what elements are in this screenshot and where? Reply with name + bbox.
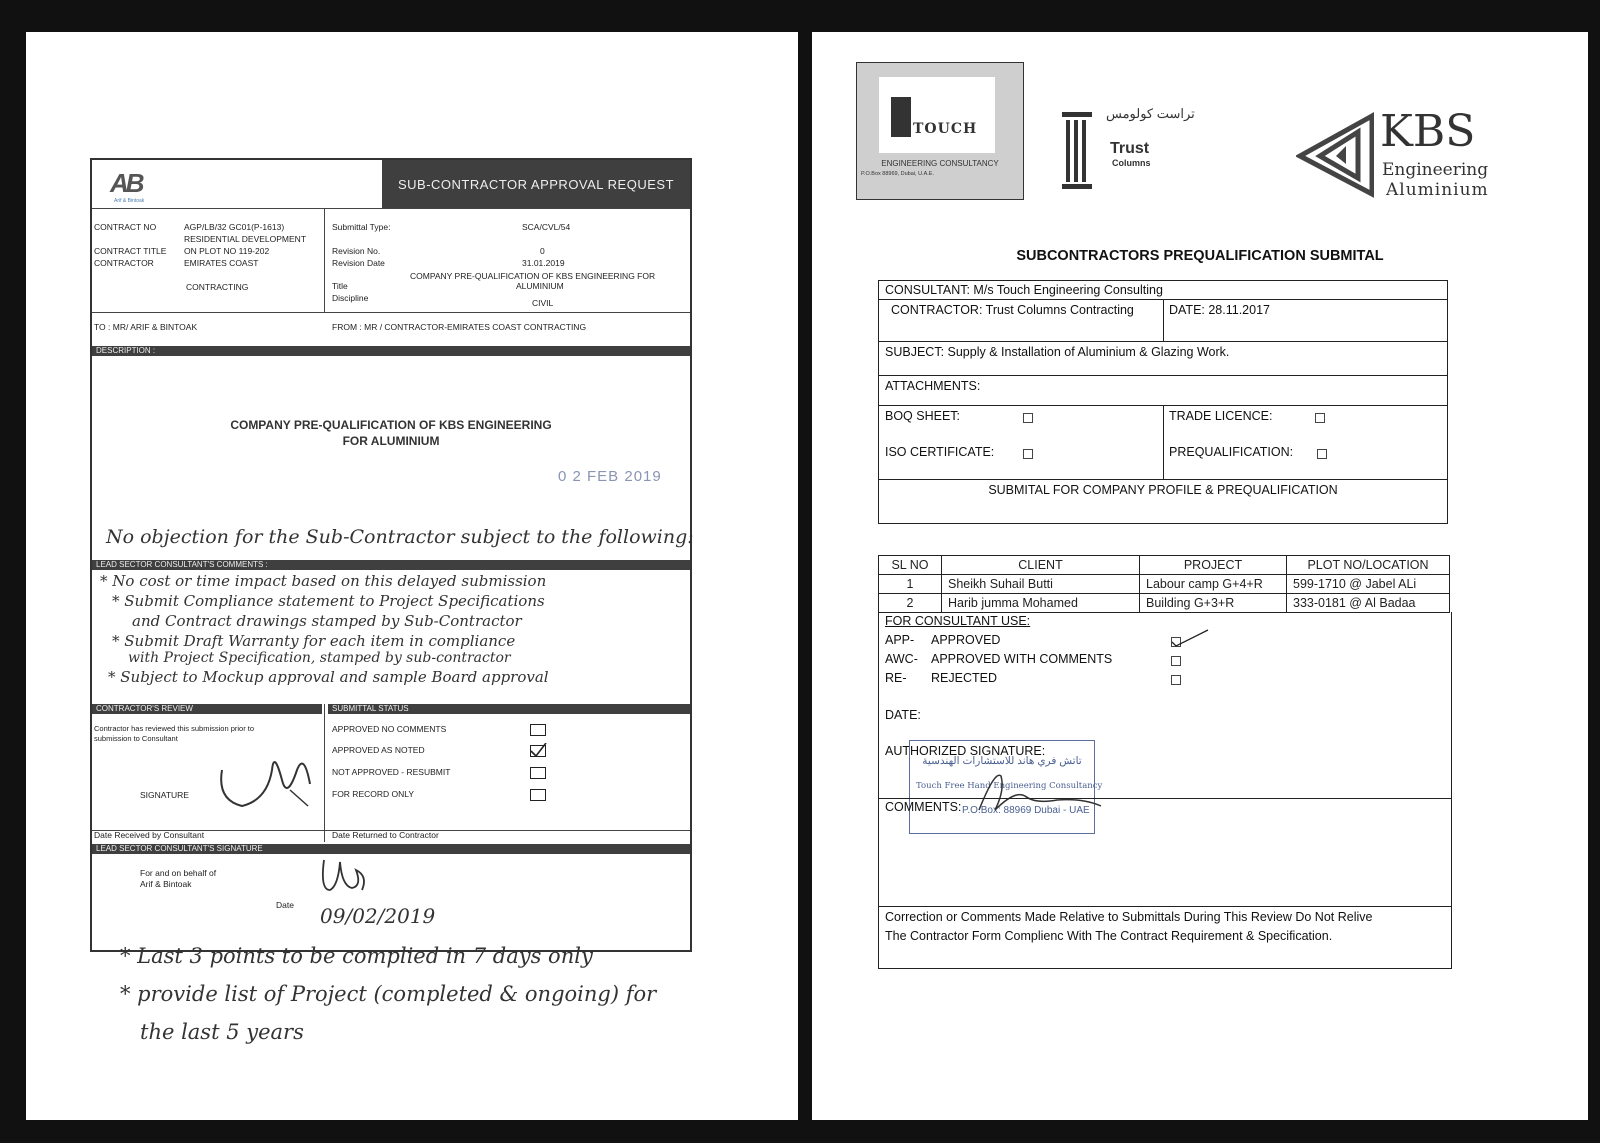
contract-no-value: AGP/LB/32 GC01(P-1613): [184, 222, 285, 232]
attachments-label: ATTACHMENTS:: [885, 379, 981, 393]
trade-licence-label: TRADE LICENCE:: [1169, 409, 1273, 423]
comments-band: LEAD SECTOR CONSULTANT'S COMMENTS :: [92, 560, 690, 570]
title-value-1: COMPANY PRE-QUALIFICATION OF KBS ENGINEERING FOR: [410, 271, 656, 281]
date-received-label: Date Received by Consultant: [94, 830, 205, 840]
header-project: PROJECT: [1140, 556, 1287, 575]
received-date-stamp: 0 2 FEB 2019: [558, 468, 662, 485]
header-client: CLIENT: [942, 556, 1140, 575]
header-sl-no: SL NO: [879, 556, 942, 575]
contract-no-label: CONTRACT NO: [94, 222, 157, 232]
description-line-1: COMPANY PRE-QUALIFICATION OF KBS ENGINEERING: [230, 418, 552, 432]
status-option-4: FOR RECORD ONLY: [332, 789, 415, 799]
re-text: REJECTED: [931, 671, 997, 685]
prequal-label: PREQUALIFICATION:: [1169, 445, 1294, 459]
awc-checkbox[interactable]: [1171, 656, 1181, 666]
status-option-3: NOT APPROVED - RESUBMIT: [332, 767, 451, 777]
status-checkbox-4[interactable]: [530, 789, 546, 801]
discipline-value: CIVIL: [532, 298, 554, 308]
description-line-2: FOR ALUMINIUM: [342, 434, 440, 448]
discipline-label: Discipline: [332, 293, 369, 303]
submittal-status-band: SUBMITTAL STATUS: [328, 704, 690, 714]
footer-line-1: Correction or Comments Made Relative to Submittals During This Review Do Not Relive: [885, 910, 1373, 924]
consultant-use-label: FOR CONSULTANT USE:: [885, 614, 1031, 628]
sub-contractor-approval-form: [90, 158, 692, 952]
approved-checkbox[interactable]: [1171, 637, 1181, 647]
authorized-signature: [965, 760, 1105, 820]
handwritten-comment-6: * Subject to Mockup approval and sample Board approval: [108, 668, 549, 686]
table-row: 2 Harib jumma Mohamed Building G+3+R 333-0181 @ Al Badaa: [879, 594, 1450, 613]
handwritten-comment-5: with Project Specification, stamped by sub-contractor: [128, 650, 511, 666]
contractor-review-text-2: submission to Consultant: [94, 734, 178, 743]
lead-signature-band: LEAD SECTOR CONSULTANT'S SIGNATURE: [92, 844, 690, 854]
app-code: APP-: [885, 633, 915, 647]
contractor-review-text-1: Contractor has reviewed this submission prior to: [94, 724, 255, 733]
check-mark-icon: [1170, 628, 1210, 648]
table-row: 1 Sheikh Suhail Butti Labour camp G+4+R 599-1710 @ Jabel ALi: [879, 575, 1450, 594]
contractor-signature: [212, 740, 322, 820]
revision-no-value: 0: [540, 246, 545, 256]
re-code: RE-: [885, 671, 907, 685]
status-checkbox-1[interactable]: [530, 724, 546, 736]
status-checkbox-2[interactable]: [530, 745, 546, 757]
form-title: SUBCONTRACTORS PREQUALIFICATION SUBMITAL: [1016, 248, 1384, 264]
iso-checkbox[interactable]: [1023, 449, 1033, 459]
submittal-type-value: SCA/CVL/54: [522, 222, 571, 232]
handwritten-comment-2: * Submit Compliance statement to Project Specifications: [112, 592, 545, 610]
contractor-value-1: EMIRATES COAST: [184, 258, 259, 268]
ab-logo: AB Arif & Bintoak: [110, 168, 145, 204]
form-header-title: SUB-CONTRACTOR APPROVAL REQUEST: [382, 160, 690, 208]
date-field: DATE: 28.11.2017: [1169, 303, 1270, 317]
iso-label: ISO CERTIFICATE:: [885, 445, 995, 459]
kbs-triangle-icon: [1296, 112, 1374, 198]
rejected-checkbox[interactable]: [1171, 675, 1181, 685]
awc-code: AWC-: [885, 652, 918, 666]
left-page: [26, 32, 798, 1120]
title-value-2: ALUMINIUM: [516, 281, 564, 291]
handwritten-comment-4: * Submit Draft Warranty for each item in compliance: [112, 632, 516, 650]
date-label: DATE:: [885, 708, 921, 722]
handwritten-note-2: * provide list of Project (completed & ongoing) for: [120, 982, 657, 1006]
client-projects-table: [878, 555, 1450, 613]
from-field: FROM : MR / CONTRACTOR-EMIRATES COAST CONTRACTING: [332, 322, 587, 332]
contract-title-value-1: RESIDENTIAL DEVELOPMENT: [184, 234, 307, 244]
trade-licence-checkbox[interactable]: [1315, 413, 1325, 423]
consultant-signature: [318, 856, 378, 896]
signature-label: SIGNATURE: [140, 790, 189, 800]
awc-text: APPROVED WITH COMMENTS: [931, 652, 1113, 666]
handwritten-intro: No objection for the Sub-Contractor subject to the following:: [106, 526, 694, 548]
date-label: Date: [276, 900, 294, 910]
table-header-row: [879, 556, 1450, 575]
kbs-logo: KBS Engineering Aluminium: [1296, 112, 1506, 202]
contractor-review-band: CONTRACTOR'S REVIEW: [92, 704, 322, 714]
status-checkbox-3[interactable]: [530, 767, 546, 779]
revision-no-label: Revision No.: [332, 246, 381, 256]
authorized-signature-label: AUTHORIZED SIGNATURE:: [885, 744, 1046, 758]
handwritten-comment-3: and Contract drawings stamped by Sub-Contractor: [132, 612, 522, 630]
description-band: DESCRIPTION :: [92, 346, 690, 356]
to-field: TO : MR/ ARIF & BINTOAK: [94, 322, 198, 332]
subject-field: SUBJECT: Supply & Installation of Aluminium & Glazing Work.: [885, 345, 1230, 359]
footer-line-2: The Contractor Form Complienc With The Contract Requirement & Specification.: [885, 929, 1333, 943]
status-option-2: APPROVED AS NOTED: [332, 745, 425, 755]
app-text: APPROVED: [931, 633, 1001, 647]
handwritten-note-3: the last 5 years: [140, 1020, 304, 1044]
contract-title-value-2: ON PLOT NO 119-202: [184, 246, 270, 256]
header-plot-location: PLOT NO/LOCATION: [1287, 556, 1450, 575]
behalf-line-2: Arif & Bintoak: [140, 879, 192, 889]
contract-title-label: CONTRACT TITLE: [94, 246, 167, 256]
contractor-label: CONTRACTOR: [94, 258, 154, 268]
check-mark-icon: [529, 743, 547, 757]
comments-label: COMMENTS:: [885, 800, 962, 814]
right-page: [812, 32, 1588, 1120]
status-option-1: APPROVED NO COMMENTS: [332, 724, 447, 734]
trust-columns-logo: تراست كولومس Trust Columns: [1060, 106, 1170, 198]
consultant-use-box: [878, 612, 1452, 969]
boq-label: BOQ SHEET:: [885, 409, 961, 423]
title-label: Title: [332, 281, 348, 291]
consultant-stamp: تاتش فري هاند للاستشارات الهندسية Touch Free Hand Engineering Consultancy P.O.Box: 88969 Dubai - UAE: [909, 740, 1095, 834]
handwritten-date: 09/02/2019: [320, 904, 436, 928]
date-returned-label: Date Returned to Contractor: [332, 830, 439, 840]
submittal-type-label: Submittal Type:: [332, 222, 391, 232]
column-icon: [1060, 110, 1094, 190]
behalf-line-1: For and on behalf of: [140, 868, 217, 878]
submittal-info-box: [878, 280, 1448, 524]
contractor-field: CONTRACTOR: Trust Columns Contracting: [891, 303, 1134, 317]
consultant-field: CONSULTANT: M/s Touch Engineering Consulting: [885, 283, 1163, 297]
revision-date-label: Revision Date: [332, 258, 385, 268]
revision-date-value: 31.01.2019: [522, 258, 565, 268]
handwritten-note-1: * Last 3 points to be complied in 7 days only: [120, 944, 593, 968]
prequal-checkbox[interactable]: [1317, 449, 1327, 459]
contractor-value-2: CONTRACTING: [186, 282, 249, 292]
handwritten-comment-1: * No cost or time impact based on this delayed submission: [100, 572, 547, 590]
boq-checkbox[interactable]: [1023, 413, 1033, 423]
touch-logo: TOUCH ENGINEERING CONSULTANCY P.O.Box 88969, Dubai, U.A.E.: [856, 62, 1024, 200]
touch-logo-mark-icon: [891, 97, 911, 137]
submital-for-field: SUBMITAL FOR COMPANY PROFILE & PREQUALIFICATION: [988, 483, 1338, 497]
